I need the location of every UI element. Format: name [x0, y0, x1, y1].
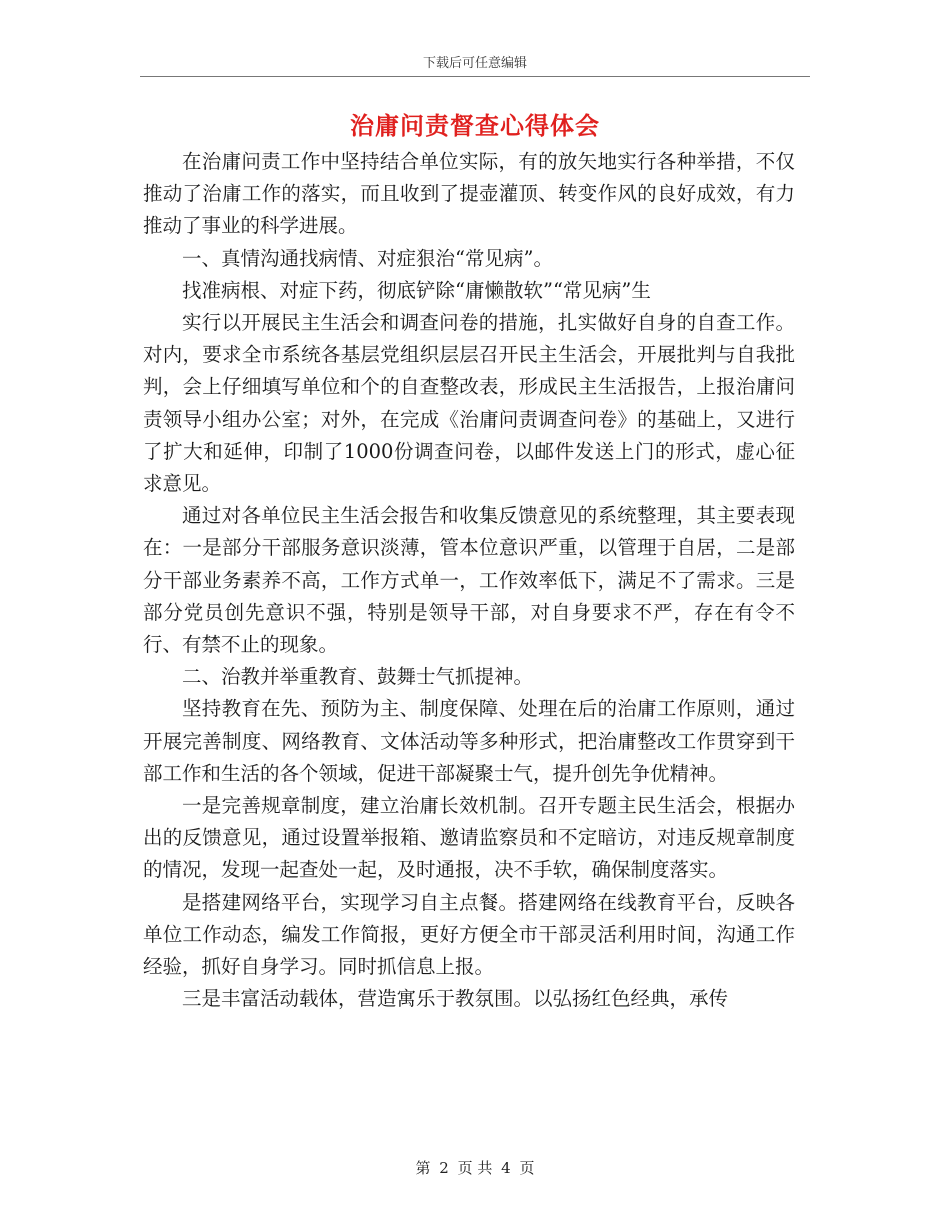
document-body — [143, 146, 795, 1015]
paragraph: 坚持教育在先、预防为主、制度保障、处理在后的治庸工作原则，通过开展完善制度、网络教育、文体活动等多种形式，把治庸整改工作贯穿到干部工作和生活的各个领域，促进干部凝聚士气，提升创先争优精神。 — [143, 697, 795, 785]
footer-prefix: 第 — [415, 1159, 431, 1177]
paragraph: 通过对各单位民主生活会报告和收集反馈意见的系统整理，其主要表现在：一是部分干部服务意识淡薄，管本位意识严重，以管理于自居，二是部分干部业务素养不高，工作方式单一，工作效率低下，满足不了需求。三是部分党员创先意识不强，特别是领导干部，对自身要求不严，存在有令不行、有禁不止的现象。 — [143, 504, 795, 657]
section-heading: 一、真情沟通找病情、对症狠治“常见病”。 — [182, 246, 553, 270]
footer-middle: 页 共 — [457, 1159, 493, 1177]
section-heading: 二、治教并举重教育、鼓舞士气抓提神。 — [182, 665, 534, 689]
paragraph: 实行以开展民主生活会和调查问卷的措施，扎实做好自身的自查工作。对内，要求全市系统各基层党组织层层召开民主生活会，开展批判与自我批判，会上仔细填写单位和个的自查整改表，形成民主生活报告，上报治庸问责领导小组办公室；对外，在完成《治庸问责调查问卷》的基础上，又进行了扩大和延伸，印制了1000份调查问卷，以邮件发送上门的形式，虚心征求意见。 — [143, 311, 795, 496]
paragraph: 找准病根、对症下药，彻底铲除“庸懒散软”“常见病”生 — [182, 278, 651, 302]
current-page-number: 2 — [439, 1159, 449, 1177]
total-page-count: 4 — [501, 1159, 511, 1177]
paragraph: 是搭建网络平台，实现学习自主点餐。搭建网络在线教育平台，反映各单位工作动态，编发工作简报，更好方便全市干部灵活利用时间，沟通工作经验，抓好自身学习。同时抓信息上报。 — [143, 890, 795, 979]
document-title: 治庸问责督查心得体会 — [350, 111, 600, 140]
paragraph: 一是完善规章制度，建立治庸长效机制。召开专题主民生活会，根据办出的反馈意见，通过设置举报箱、邀请监察员和不定暗访，对违反规章制度的情况，发现一起查处一起，及时通报，决不手软，确保制度落实。 — [143, 794, 795, 882]
footer-suffix: 页 — [519, 1159, 535, 1177]
page-header: 下载后可任意编辑 — [422, 56, 527, 71]
page-footer — [0, 1157, 950, 1178]
paragraph: 三是丰富活动载体，营造寓乐于教氛围。以弘扬红色经典，承传 — [182, 987, 729, 1011]
paragraph: 在治庸问责工作中坚持结合单位实际，有的放矢地实行各种举措，不仅推动了治庸工作的落实，而且收到了提壶灌顶、转变作风的良好成效，有力推动了事业的科学进展。 — [143, 150, 795, 238]
header-divider — [140, 76, 810, 77]
